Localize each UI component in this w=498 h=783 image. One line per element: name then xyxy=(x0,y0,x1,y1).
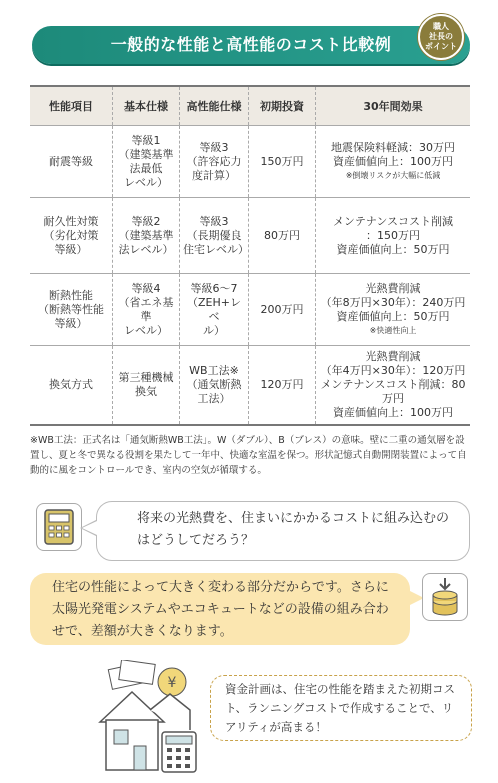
badge-line: 社長の xyxy=(429,32,453,41)
cell-basic: 第三種機械 換気 xyxy=(113,346,180,426)
cell-item: 耐震等級 xyxy=(30,126,113,198)
answer-text: 住宅の性能によって大きく変わる部分だからです。さらに太陽光発電システムやエコキュートなどの設備の組み合わせで、差額が大きくなります。 xyxy=(52,580,389,639)
title-bar xyxy=(32,26,470,64)
point-badge xyxy=(418,14,464,60)
header-basic: 基本仕様 xyxy=(113,86,180,126)
cell-high: 等級3 （許容応力 度計算） xyxy=(180,126,249,198)
cell-effect: メンテナンスコスト削減 ：150万円 資産価値向上：50万円 xyxy=(316,198,471,274)
svg-text:¥: ¥ xyxy=(167,675,177,691)
effect-text: 光熱費削減 （年8万円×30年）：240万円 資産価値向上：50万円 xyxy=(320,281,466,323)
header-item: 性能項目 xyxy=(30,86,113,126)
header-high: 高性能仕様 xyxy=(180,86,249,126)
question-text: 将来の光熱費を、住まいにかかるコストに組み込むのはどうしてだろう？ xyxy=(137,511,450,548)
footnote: ※WB工法：正式名は「通気断熱WB工法」。W（ダブル）、B（ブレス）の意味。壁に二重の通気層を設置し、夏と冬で異なる役割を果たして一年中、快適な室温を保つ。形状記憶式自動開閉装置によって自動的に風をコントロールでき、室内の空気が循環する。 xyxy=(30,435,467,476)
effect-note: ※倒壊リスクが大幅に低減 xyxy=(345,170,441,180)
cell-item: 断熱性能 （断熱等性能 等級） xyxy=(30,274,113,346)
table-row xyxy=(30,274,470,346)
cell-basic: 等級2 （建築基準 法レベル） xyxy=(113,198,180,274)
table-row xyxy=(30,198,470,274)
effect-text: 地震保険料軽減：30万円 資産価値向上：100万円 xyxy=(331,140,455,168)
calculator-icon xyxy=(36,503,82,551)
question-bubble-tail-inner xyxy=(82,521,97,535)
cell-item: 換気方式 xyxy=(30,346,113,426)
coins-icon xyxy=(422,573,468,621)
answer-bubble xyxy=(30,573,410,645)
cell-cost: 80万円 xyxy=(249,198,316,274)
cell-cost: 200万円 xyxy=(249,274,316,346)
badge-line: 職人 xyxy=(433,22,449,31)
cell-high: 等級6〜7 （ZEH+レベ ル） xyxy=(180,274,249,346)
question-bubble xyxy=(96,501,470,561)
badge-line: ポイント xyxy=(425,42,457,51)
conclusion-text: 資金計画は、住宅の性能を踏まえた初期コスト、ランニングコストで作成することで、リアリティが高まる！ xyxy=(225,682,455,734)
cell-basic: 等級4 （省エネ基準 レベル） xyxy=(113,274,180,346)
effect-note: ※快適性向上 xyxy=(369,325,417,335)
header-cost: 初期投資 xyxy=(249,86,316,126)
cell-effect xyxy=(316,274,471,346)
cell-high: 等級3 （長期優良 住宅レベル） xyxy=(180,198,249,274)
house-money-illustration xyxy=(90,660,210,775)
page-title: 一般的な性能と高性能のコスト比較例 xyxy=(110,35,392,54)
header-effect: 30年間効果 xyxy=(316,86,471,126)
cell-high: WB工法※ （通気断熱 工法） xyxy=(180,346,249,426)
cost-comparison-table xyxy=(30,85,470,426)
cell-cost: 120万円 xyxy=(249,346,316,426)
cell-effect: 光熱費削減 （年4万円×30年）：120万円 メンテナンスコスト削減：80万円 資産価値向上：100万円 xyxy=(316,346,471,426)
cell-basic: 等級1 （建築基準 法最低 レベル） xyxy=(113,126,180,198)
table-row xyxy=(30,346,470,426)
cell-item: 耐久性対策 （劣化対策 等級） xyxy=(30,198,113,274)
cell-effect xyxy=(316,126,471,198)
table-row xyxy=(30,126,470,198)
conclusion-bubble xyxy=(210,675,472,741)
table-header-row xyxy=(30,86,470,126)
cell-cost: 150万円 xyxy=(249,126,316,198)
